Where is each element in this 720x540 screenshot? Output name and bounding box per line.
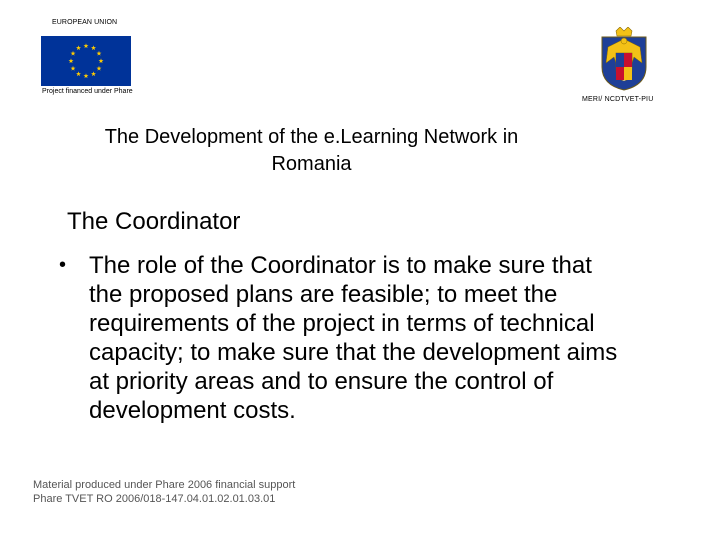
section-heading: The Coordinator	[67, 208, 241, 235]
eu-flag-icon	[41, 36, 131, 86]
bullet-text: The role of the Coordinator is to make sure that the proposed plans are feasible; to meet the requirements of the project in terms of technical capacity; to make sure that the development aims at priority areas and to ensure the control of development costs.	[89, 252, 618, 424]
phare-caption: Project financed under Phare	[42, 88, 133, 95]
ministry-caption: MERI/ NCDTVET-PIU	[582, 96, 654, 103]
romania-coat-of-arms-icon	[598, 27, 650, 91]
footer-line-1: Material produced under Phare 2006 financial support	[33, 479, 296, 491]
footer-line-2: Phare TVET RO 2006/018-147.04.01.02.01.03.01	[33, 493, 276, 505]
eu-caption: EUROPEAN UNION	[52, 19, 118, 26]
bullet-marker: •	[59, 254, 67, 276]
slide-title: The Development of the e.Learning Network in Romania	[104, 126, 519, 175]
